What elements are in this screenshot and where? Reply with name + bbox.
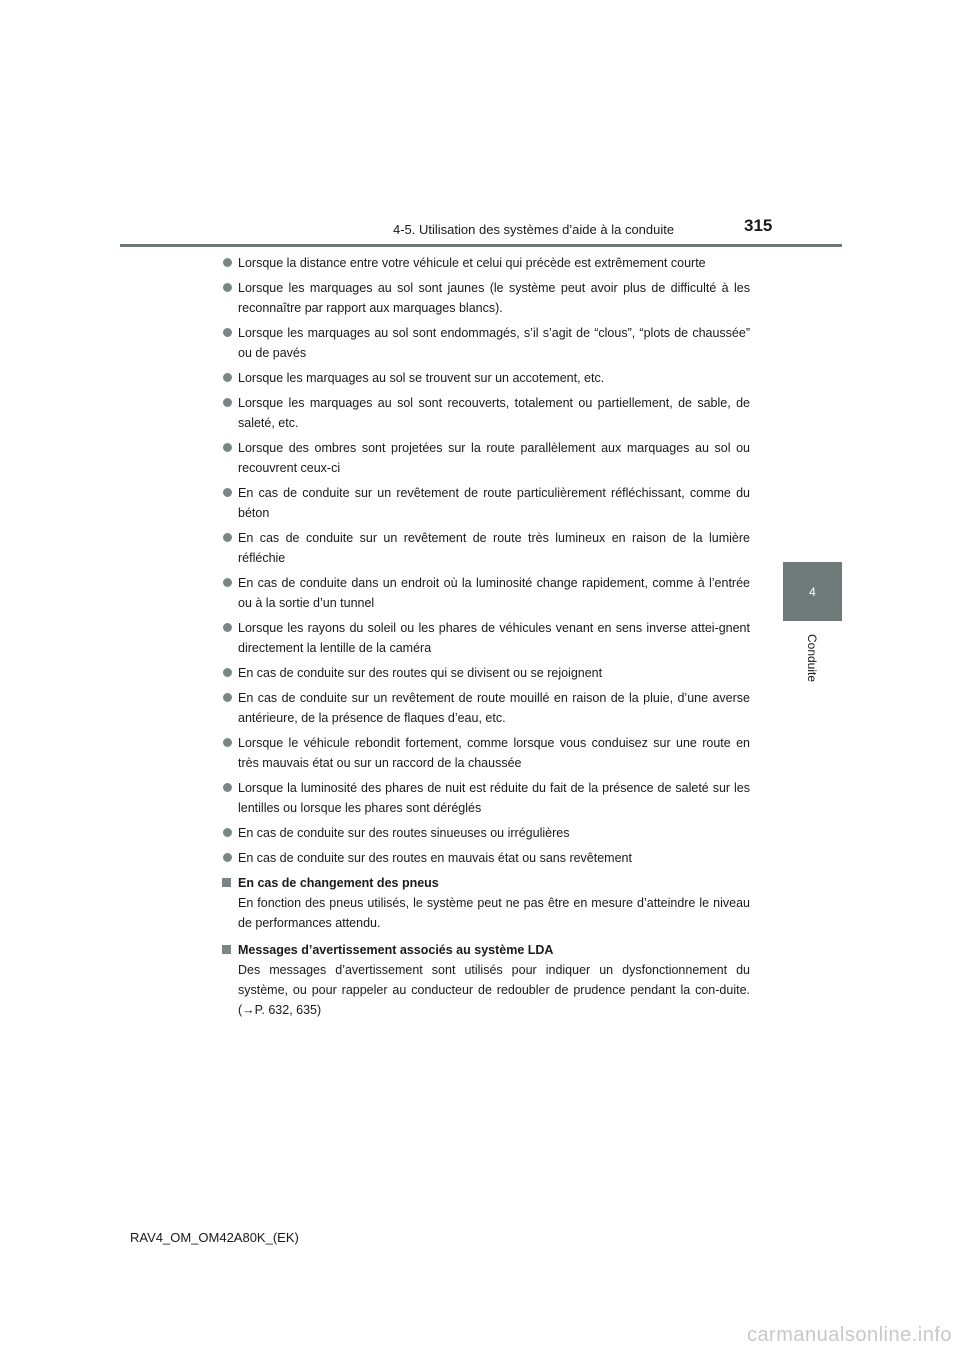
- list-item-text: En cas de conduite sur un revêtement de route très lumineux en raison de la lumière réfléchie: [238, 531, 750, 565]
- list-item: [222, 438, 750, 478]
- section-tire-change: [222, 873, 750, 933]
- list-item-text: Lorsque les marquages au sol sont jaunes (le système peut avoir plus de difficulté à les reconnaître par rapport aux marquages blancs).: [238, 281, 750, 315]
- list-item-text: Lorsque la distance entre votre véhicule et celui qui précède est extrêmement courte: [238, 256, 706, 270]
- list-item: [222, 368, 750, 388]
- list-item-text: En cas de conduite sur des routes qui se divisent ou se rejoignent: [238, 666, 603, 680]
- bullet-icon: [223, 623, 232, 632]
- list-item: [222, 848, 750, 868]
- bullet-icon: [223, 578, 232, 587]
- list-item-text: Lorsque les rayons du soleil ou les phares de véhicules venant en sens inverse attei-gnent directement la lentille de la caméra: [238, 621, 750, 655]
- chapter-label-text: Conduite: [805, 633, 820, 683]
- site-watermark: carmanualsonline.info: [746, 1324, 952, 1346]
- bullet-icon: [223, 828, 232, 837]
- list-item: [222, 733, 750, 773]
- bullet-icon: [223, 783, 232, 792]
- bullet-icon: [223, 738, 232, 747]
- list-item: [222, 618, 750, 658]
- list-item-text: En cas de conduite dans un endroit où la luminosité change rapidement, comme à l’entrée ou à la sortie d’un tunnel: [238, 576, 750, 610]
- list-item-text: Lorsque des ombres sont projetées sur la route parallèlement aux marquages au sol ou recouvrent ceux-ci: [238, 441, 750, 475]
- bullet-icon: [223, 533, 232, 542]
- bullet-icon: [223, 398, 232, 407]
- section-body: En fonction des pneus utilisés, le système peut ne pas être en mesure d’atteindre le niveau de performances attendu.: [238, 896, 750, 930]
- list-item-text: Lorsque les marquages au sol sont recouverts, totalement ou partiellement, de sable, de saleté, etc.: [238, 396, 750, 430]
- section-title: Messages d’avertissement associés au système LDA: [238, 943, 554, 957]
- chapter-tab: 4: [783, 562, 842, 621]
- list-item: [222, 393, 750, 433]
- bullet-icon: [223, 443, 232, 452]
- section-heading: [222, 940, 750, 960]
- section-lda-messages: [222, 940, 750, 1020]
- bullet-icon: [223, 668, 232, 677]
- list-item: [222, 823, 750, 843]
- list-item: [222, 323, 750, 363]
- list-item-text: Lorsque les marquages au sol se trouvent sur un accotement, etc.: [238, 371, 605, 385]
- section-body: Des messages d’avertissement sont utilisés pour indiquer un dysfonctionnement du système, ou pour rappeler au conducteur de redoubler de prudence pendant la con-duite. (→P. 632, 635): [238, 963, 750, 1017]
- bullet-icon: [223, 693, 232, 702]
- list-item: [222, 278, 750, 318]
- running-header-section: 4-5. Utilisation des systèmes d’aide à la conduite: [393, 222, 675, 237]
- bullet-icon: [223, 488, 232, 497]
- document-code: RAV4_OM_OM42A80K_(EK): [130, 1230, 299, 1245]
- list-item-text: En cas de conduite sur un revêtement de route mouillé en raison de la pluie, d’une averse antérieure, de la présence de flaques d’eau, etc.: [238, 691, 750, 725]
- bullet-icon: [223, 258, 232, 267]
- bullet-icon: [223, 853, 232, 862]
- list-item-text: En cas de conduite sur des routes en mauvais état ou sans revêtement: [238, 851, 632, 865]
- main-content: [222, 253, 750, 1027]
- chapter-label: [783, 628, 842, 688]
- list-item-text: Lorsque la luminosité des phares de nuit est réduite du fait de la présence de saleté sur les lentilles ou lorsque les phares sont déréglés: [238, 781, 750, 815]
- list-item: [222, 778, 750, 818]
- list-item: [222, 663, 750, 683]
- condition-list: [222, 253, 750, 868]
- section-title: En cas de changement des pneus: [238, 876, 439, 890]
- list-item: [222, 483, 750, 523]
- list-item: [222, 253, 750, 273]
- bullet-icon: [223, 283, 232, 292]
- list-item: [222, 688, 750, 728]
- square-bullet-icon: [222, 878, 231, 887]
- bullet-icon: [223, 373, 232, 382]
- list-item: [222, 528, 750, 568]
- header-divider: [120, 244, 842, 247]
- list-item-text: En cas de conduite sur des routes sinueuses ou irrégulières: [238, 826, 570, 840]
- list-item-text: Lorsque le véhicule rebondit fortement, comme lorsque vous conduisez sur une route en très mauvais état ou sur un raccord de la chaussée: [238, 736, 750, 770]
- list-item: [222, 573, 750, 613]
- section-heading: [222, 873, 750, 893]
- bullet-icon: [223, 328, 232, 337]
- list-item-text: En cas de conduite sur un revêtement de route particulièrement réfléchissant, comme du béton: [238, 486, 750, 520]
- page-number: 315: [744, 216, 773, 235]
- list-item-text: Lorsque les marquages au sol sont endommagés, s’il s’agit de “clous”, “plots de chaussée” ou de pavés: [238, 326, 750, 360]
- square-bullet-icon: [222, 945, 231, 954]
